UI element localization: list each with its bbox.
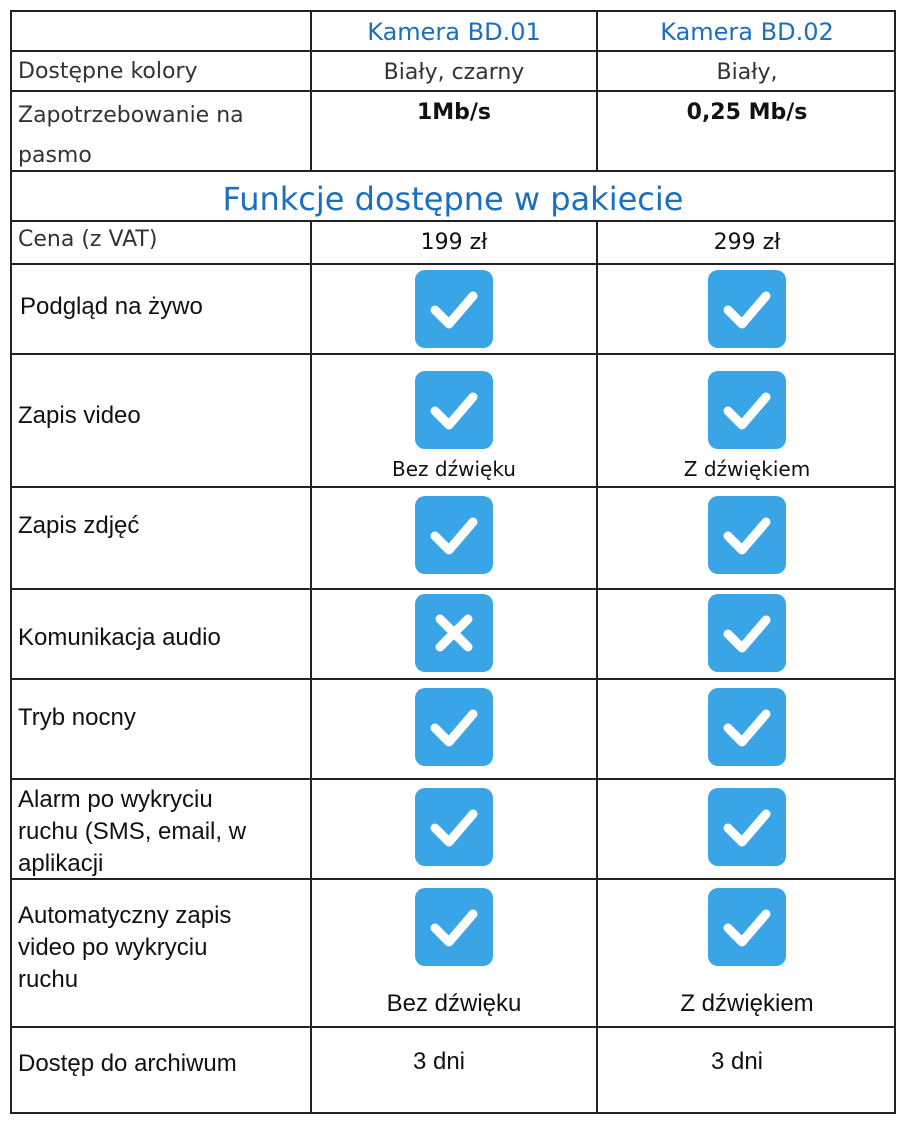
row-label: Tryb nocny: [18, 704, 136, 731]
row-value-camera2: 299 zł: [596, 222, 896, 263]
row-label: Alarm po wykryciu ruchu (SMS, email, w aplikacji: [18, 786, 247, 877]
header-row: [10, 10, 896, 50]
check-icon: [415, 371, 493, 449]
cross-icon: [415, 594, 493, 672]
row-feature: [10, 678, 896, 778]
row-label: Zapis video: [18, 402, 141, 429]
row-label: Dostępne kolory: [18, 59, 198, 84]
row-feature: [10, 778, 896, 878]
column-header-camera2: Kamera BD.02: [596, 12, 896, 50]
row-value-camera1: 3 dni: [412, 1048, 466, 1075]
row-feature: [10, 263, 896, 353]
row-feature: [10, 1026, 896, 1114]
row-value-camera2: Biały,: [596, 52, 896, 90]
feature-note: Z dźwiękiem: [680, 990, 814, 1017]
check-icon: [708, 270, 786, 348]
row-label: Cena (z VAT): [18, 227, 158, 252]
header-empty-cell: [12, 12, 310, 50]
check-icon: [708, 888, 786, 966]
check-icon: [415, 888, 493, 966]
row-colors: [10, 50, 896, 90]
check-icon: [708, 496, 786, 574]
check-icon: [708, 788, 786, 866]
row-label: Automatyczny zapis video po wykryciu ruchu: [18, 902, 232, 993]
column-header-camera1: Kamera BD.01: [310, 12, 596, 50]
row-price: [10, 220, 896, 263]
row-label: Komunikacja audio: [18, 624, 221, 651]
row-value-camera1: 1Mb/s: [310, 92, 596, 170]
row-label: Podgląd na żywo: [20, 293, 203, 320]
comparison-table: [10, 10, 896, 1114]
row-value-camera2: 0,25 Mb/s: [596, 92, 896, 170]
row-bandwidth: [10, 90, 896, 170]
check-icon: [708, 371, 786, 449]
feature-note: Bez dźwięku: [392, 457, 516, 481]
check-icon: [708, 594, 786, 672]
row-value-camera1: 199 zł: [310, 222, 596, 263]
row-value-camera1: Biały, czarny: [310, 52, 596, 90]
row-label: Zapis zdjęć: [18, 512, 140, 539]
section-row: [10, 170, 896, 220]
check-icon: [415, 788, 493, 866]
row-label: Dostęp do archiwum: [18, 1050, 237, 1077]
section-title: Funkcje dostępne w pakiecie: [222, 180, 684, 218]
feature-note: Bez dźwięku: [386, 990, 522, 1017]
row-value-camera2: 3 dni: [710, 1048, 764, 1075]
check-icon: [708, 688, 786, 766]
row-feature: [10, 353, 896, 486]
row-feature: [10, 486, 896, 588]
check-icon: [415, 270, 493, 348]
feature-note: Z dźwiękiem: [683, 457, 811, 481]
row-label: Zapotrzebowanie na pasmo: [18, 103, 244, 168]
check-icon: [415, 688, 493, 766]
row-feature: [10, 588, 896, 678]
check-icon: [415, 496, 493, 574]
row-feature: [10, 878, 896, 1026]
